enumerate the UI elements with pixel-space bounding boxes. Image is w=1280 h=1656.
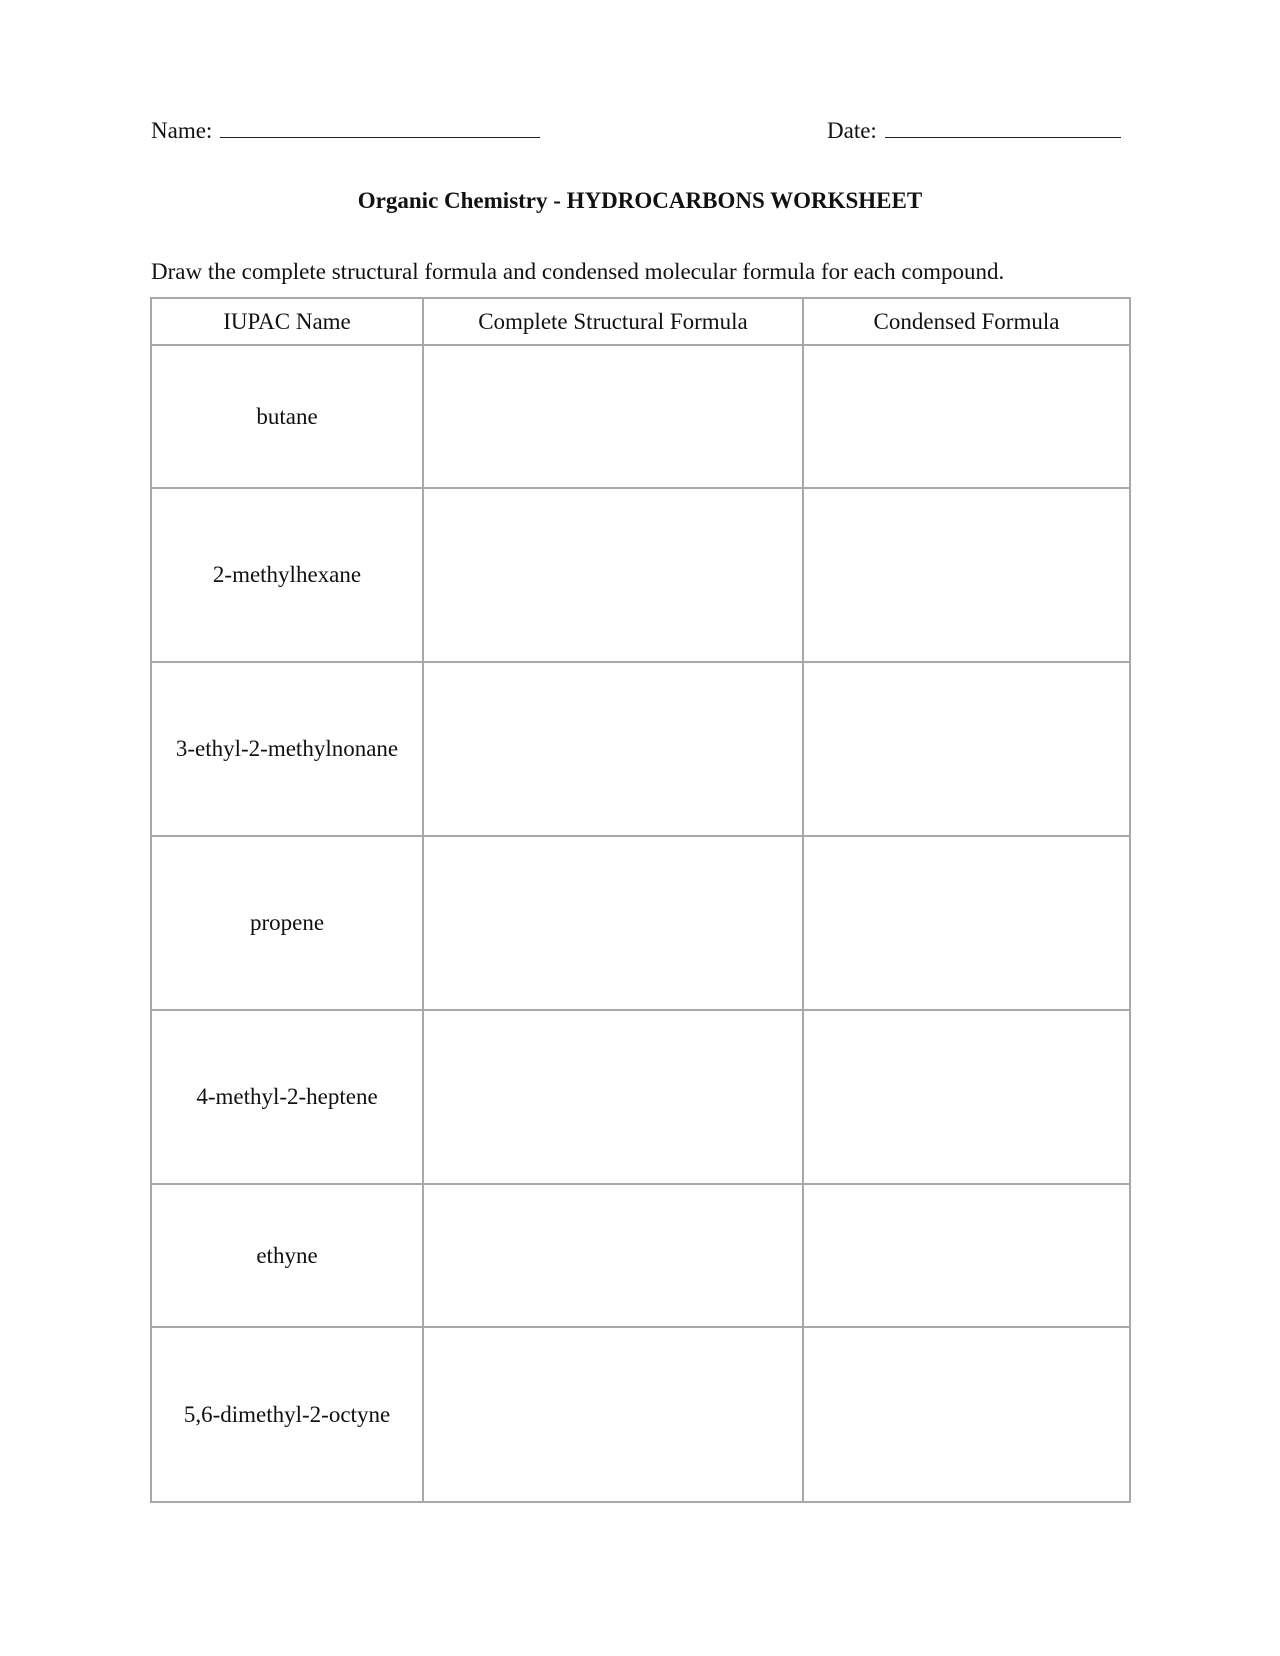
table-row [151,1010,1130,1184]
date-blank-line[interactable] [885,119,1121,138]
condensed-formula-cell[interactable] [803,1010,1130,1184]
condensed-formula-cell[interactable] [803,345,1130,488]
table-row [151,345,1130,488]
structural-formula-cell[interactable] [423,1327,803,1502]
condensed-formula-cell[interactable] [803,488,1130,662]
worksheet-title: Organic Chemistry - HYDROCARBONS WORKSHEET [357,188,923,213]
iupac-name-cell: 5,6-dimethyl-2-octyne [151,1327,423,1502]
column-header-structural-formula: Complete Structural Formula [423,298,803,345]
iupac-name-cell: propene [151,836,423,1010]
date-label: Date: [827,118,877,143]
table-row [151,1327,1130,1502]
structural-formula-cell[interactable] [423,1184,803,1327]
condensed-formula-cell[interactable] [803,1327,1130,1502]
name-label: Name: [151,118,213,143]
column-header-condensed-formula: Condensed Formula [803,298,1130,345]
instructions-text: Draw the complete structural formula and condensed molecular formula for each compound. [151,259,1005,284]
table-header-row [151,298,1130,345]
structural-formula-cell[interactable] [423,488,803,662]
table-row [151,488,1130,662]
table-row [151,836,1130,1010]
condensed-formula-cell[interactable] [803,836,1130,1010]
condensed-formula-cell[interactable] [803,662,1130,836]
structural-formula-cell[interactable] [423,836,803,1010]
structural-formula-cell[interactable] [423,345,803,488]
name-field [151,118,540,144]
name-blank-line[interactable] [220,119,540,138]
table-row [151,1184,1130,1327]
structural-formula-cell[interactable] [423,662,803,836]
iupac-name-cell: 2-methylhexane [151,488,423,662]
iupac-name-cell: ethyne [151,1184,423,1327]
structural-formula-cell[interactable] [423,1010,803,1184]
iupac-name-cell: 3-ethyl-2-methylnonane [151,662,423,836]
iupac-name-cell: butane [151,345,423,488]
column-header-iupac-name: IUPAC Name [151,298,423,345]
hydrocarbons-table [150,297,1131,1503]
condensed-formula-cell[interactable] [803,1184,1130,1327]
date-field [827,118,1121,144]
iupac-name-cell: 4-methyl-2-heptene [151,1010,423,1184]
table-row [151,662,1130,836]
